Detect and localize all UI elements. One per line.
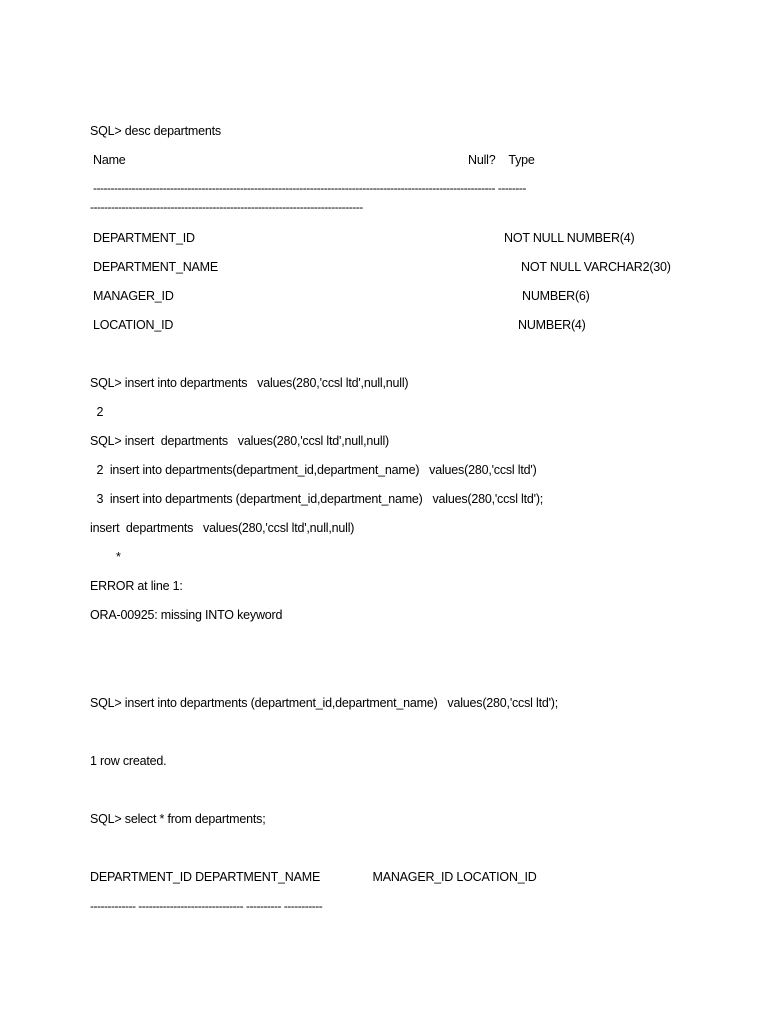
column-type-department-name: NOT NULL VARCHAR2(30) [521,260,671,274]
insert-command-1-continuation: 2 [90,405,104,419]
column-type-department-id: NOT NULL NUMBER(4) [504,231,635,245]
error-position-marker: * [116,550,121,564]
result-header: DEPARTMENT_ID DEPARTMENT_NAME MANAGER_ID LOCATION_ID [90,870,537,884]
column-name-department-id: DEPARTMENT_ID [93,231,195,245]
column-name-location-id: LOCATION_ID [93,318,174,332]
error-line-indicator: ERROR at line 1: [90,579,183,593]
column-type-location-id: NUMBER(4) [518,318,586,332]
insert-command-1: SQL> insert into departments values(280,'ccsl ltd',null,null) [90,376,409,390]
insert-command-3: SQL> insert into departments (department_id,department_name) values(280,'ccsl ltd'); [90,696,559,710]
column-name-manager-id: MANAGER_ID [93,289,174,303]
select-command: SQL> select * from departments; [90,812,266,826]
header-null-type: Null? Type [468,153,535,167]
error-echo-line: insert departments values(280,'ccsl ltd',null,null) [90,521,355,535]
insert-command-2: SQL> insert departments values(280,'ccsl ltd',null,null) [90,434,390,448]
column-name-department-name: DEPARTMENT_NAME [93,260,219,274]
result-separator: ------------- ------------------------------ ---------- ----------- [90,900,323,912]
error-message: ORA-00925: missing INTO keyword [90,608,283,622]
insert-command-2-line-2: 2 insert into departments(department_id,department_name) values(280,'ccsl ltd') [90,463,537,477]
separator-line-1: ------------------------------------------------------------------------------------------------------------------- -------- [93,182,526,194]
separator-line-2: ------------------------------------------------------------------------------ [90,201,363,213]
column-type-manager-id: NUMBER(6) [522,289,590,303]
row-created-message: 1 row created. [90,754,167,768]
insert-command-2-line-3: 3 insert into departments (department_id,department_name) values(280,'ccsl ltd'); [90,492,544,506]
header-name: Name [93,153,126,167]
desc-command: SQL> desc departments [90,124,221,138]
